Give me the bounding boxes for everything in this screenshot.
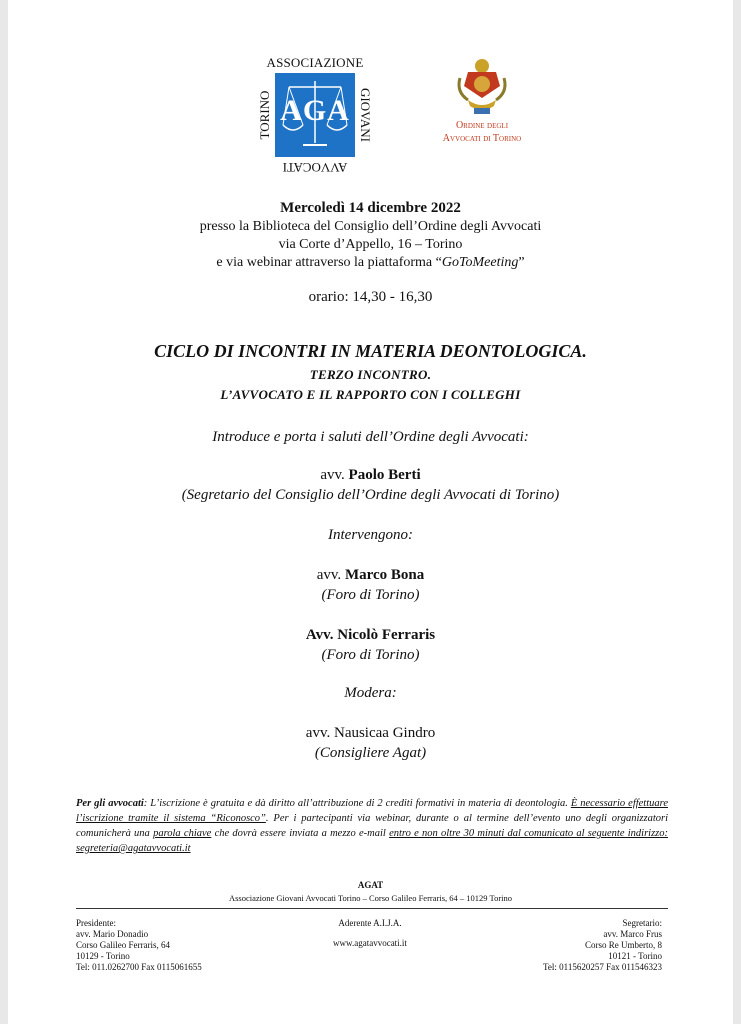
footer-divider — [76, 908, 668, 909]
event-venue: presso la Biblioteca del Consiglio dell’Ordine degli Avvocati — [199, 219, 542, 234]
note-keyword: parola chiave — [153, 828, 212, 839]
footer-website-link[interactable]: www.agatavvocati.it — [333, 938, 407, 948]
ordine-avvocati-logo — [424, 56, 540, 144]
moderator-heading: Modera: — [344, 685, 397, 701]
speaker-1-role: (Foro di Torino) — [321, 587, 420, 603]
footer-left-line: Corso Galileo Ferraris, 64 — [76, 940, 170, 950]
moderator-role: (Consigliere Agat) — [314, 745, 427, 761]
note-label: Per gli avvocati — [76, 798, 144, 809]
moderator-name: avv. Nausicaa Gindro — [305, 725, 436, 741]
intro-speaker-name: Paolo Berti — [348, 467, 421, 483]
note-text-2: È necessario effettuare l’iscrizione tramite il sistema “Riconosco” — [76, 798, 669, 824]
event-date: Mercoledì 14 dicembre 2022 — [280, 200, 461, 216]
ordine-logo-line2: Avvocati di Torino — [442, 133, 522, 144]
intro-speaker-role: (Segretario del Consiglio dell’Ordine degli Avvocati di Torino) — [181, 487, 560, 503]
page-title: CICLO DI INCONTRI IN MATERIA DEONTOLOGICA. — [154, 341, 587, 361]
speaker-2-role: (Foro di Torino) — [321, 647, 420, 663]
footer-affiliation: Aderente A.I.J.A. — [338, 918, 402, 928]
registration-note — [76, 796, 668, 856]
footer-left-line: Tel: 011.0262700 Fax 0115061655 — [76, 962, 202, 972]
event-webinar — [0, 254, 741, 271]
intro-speaker — [0, 466, 741, 485]
aga-logo-left-text: TORINO — [257, 90, 272, 140]
event-webinar-pre: e via webinar attraverso la piattaforma “ — [216, 255, 442, 270]
footer-right-line: Corso Re Umberto, 8 — [585, 940, 662, 950]
footer-left-line: avv. Mario Donadio — [76, 929, 149, 939]
aga-logo-bottom-text: AVVOCATI — [282, 160, 348, 175]
footer-right-line: avv. Marco Frus — [603, 929, 662, 939]
page-subtitle-2: L’AVVOCATO E IL RAPPORTO CON I COLLEGHI — [220, 387, 521, 402]
contact-email-link[interactable]: segreteria@agatavvocati.it — [76, 843, 191, 854]
intro-speaker-prefix: avv. — [320, 467, 349, 483]
speaker-2-name: Avv. Nicolò Ferraris — [305, 627, 436, 643]
aga-logo-top-text: ASSOCIAZIONE — [266, 55, 364, 70]
speaker-1-prefix: avv. — [316, 567, 345, 583]
note-text-1: : L’iscrizione è gratuita e dà diritto all’attribuzione di 2 crediti formativi in materia di deontologia. — [143, 798, 571, 809]
footer-right-line: 10121 - Torino — [608, 951, 662, 961]
footer-secretary — [462, 918, 662, 973]
footer-president — [76, 918, 276, 973]
note-text-5: che dovrà essere inviata a mezzo e-mail — [211, 828, 390, 839]
speaker-1-name: Marco Bona — [344, 567, 425, 583]
footer-center — [270, 918, 470, 949]
footer-left-line: Presidente: — [76, 918, 116, 928]
aga-logo-mark: AGA — [280, 94, 350, 127]
aga-logo-right-text: GIOVANI — [358, 88, 373, 142]
intro-heading: Introduce e porta i saluti dell’Ordine degli Avvocati: — [212, 429, 529, 445]
speakers-heading: Intervengono: — [328, 527, 413, 543]
footer-right-line: Tel: 0115620257 Fax 011546323 — [543, 962, 662, 972]
event-time: orario: 14,30 - 16,30 — [308, 289, 433, 305]
ordine-logo-line1: Ordine degli — [455, 120, 509, 131]
note-deadline: entro e non oltre 30 minuti dal comunicato al seguente indirizzo: — [389, 828, 669, 839]
footer-org-address: Associazione Giovani Avvocati Torino – Corso Galileo Ferraris, 64 – 10129 Torino — [228, 893, 513, 903]
page-subtitle-1: TERZO INCONTRO. — [309, 367, 432, 382]
footer-left-line: 10129 - Torino — [76, 951, 130, 961]
ordine-crest-icon — [454, 56, 510, 118]
event-platform: GoToMeeting — [441, 255, 519, 270]
footer-right-line: Segretario: — [622, 918, 662, 928]
event-address: via Corte d’Appello, 16 – Torino — [278, 237, 463, 252]
footer-org-name: AGAT — [357, 880, 384, 890]
aga-logo — [258, 56, 372, 174]
event-webinar-post: ” — [518, 255, 525, 270]
note-text-3: . Per i partecipanti via webinar, durante o al termine dell’evento uno degli organizzatori comunicherà una — [76, 813, 669, 839]
speaker-1 — [0, 566, 741, 585]
